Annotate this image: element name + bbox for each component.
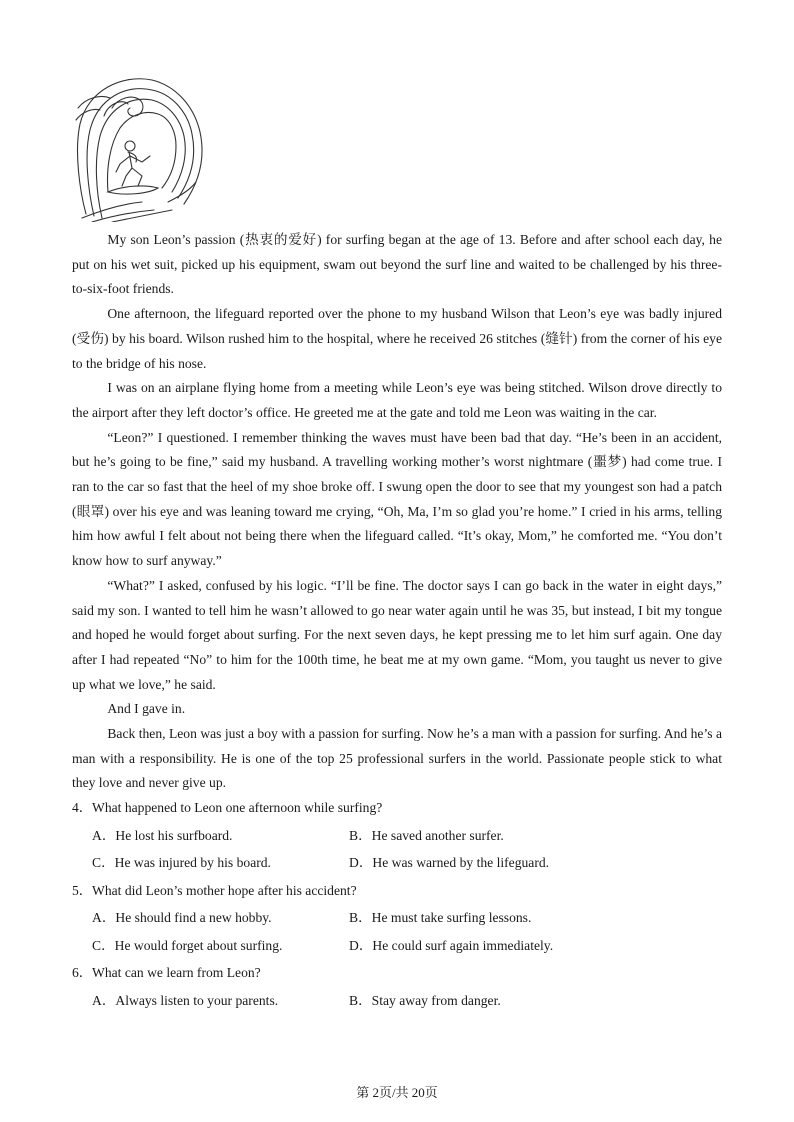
option-d[interactable]: D．He was warned by the lifeguard. bbox=[349, 855, 550, 870]
passage-paragraph-7: Back then, Leon was just a boy with a passion for surfing. Now he’s a man with a passion for surfing. And he’s a man with a responsibility. He is one of the top 25 professional surfers in the world. Passionate people stick to what they love and never give up. bbox=[72, 726, 722, 791]
option-c[interactable]: C．He was injured by his board. bbox=[92, 855, 271, 870]
option-a[interactable]: A．He lost his surfboard. bbox=[92, 827, 233, 843]
option-row bbox=[72, 904, 722, 932]
passage-paragraph-1: My son Leon’s passion (热衷的爱好) for surfing began at the age of 13. Before and after school each day, he put on his wet suit, picked up his equipment, swam out beyond the surf line and waited to be challenged by his three-to-six-foot friends. bbox=[72, 232, 722, 297]
passage-paragraph-3: I was on an airplane flying home from a meeting while Leon’s eye was being stitched. Wilson drove directly to the airport after they left doctor’s office. He greeted me at the gate and told me Leon was waiting in the car. bbox=[72, 380, 722, 420]
question-stem: What did Leon’s mother hope after his accident? bbox=[92, 882, 357, 898]
page-number: 第 2页/共 20页 bbox=[356, 1085, 438, 1100]
option-a[interactable]: A．Always listen to your parents. bbox=[92, 992, 279, 1008]
passage-paragraph-5: “What?” I asked, confused by his logic. “I’ll be fine. The doctor says I can go back in the water in eight days,” said my son. I wanted to tell him he wasn’t allowed to go near water again until he was 35, but instead, I bit my tongue and hoped he would forget about surfing. For the next seven days, he kept pressing me to let him surf again. One day after I had repeated “No” to him for the 100th time, he beat me at my own game. “Mom, you taught us never to give up what we love,” he said. bbox=[72, 577, 722, 692]
passage-paragraph-4: “Leon?” I questioned. I remember thinking the waves must have been bad that day. “He’s been in an accident, but he’s going to be fine,” said my husband. A travelling working mother’s worst nightmare (噩梦) had come true. I ran to the car so fast that the heel of my shoe broke off. I swung open the door to see that my youngest son had a patch (眼罩) over his eye and was leaning toward me crying, “Oh, Ma, I’m so glad you’re home.” I cried in his arms, telling him how awful I felt about not being there when the lifeguard called. “It’s okay, Mom,” he comforted me. “You don’t know how to surf anyway.” bbox=[72, 429, 722, 569]
question-stem: What can we learn from Leon? bbox=[92, 965, 261, 980]
option-a[interactable]: A．He should find a new hobby. bbox=[92, 910, 272, 925]
option-b[interactable]: B．Stay away from danger. bbox=[349, 992, 501, 1008]
question-number: 4． bbox=[72, 800, 93, 815]
option-c[interactable]: C．He would forget about surfing. bbox=[92, 937, 283, 953]
question-5 bbox=[72, 877, 722, 905]
question-number: 5． bbox=[72, 882, 93, 898]
passage-paragraph-6: And I gave in. bbox=[107, 701, 186, 717]
option-row bbox=[72, 822, 722, 850]
option-b[interactable]: B．He must take surfing lessons. bbox=[349, 910, 532, 925]
surfer-illustration bbox=[72, 72, 210, 222]
question-4 bbox=[72, 794, 722, 822]
option-row bbox=[72, 932, 722, 960]
option-row bbox=[72, 849, 722, 877]
option-d[interactable]: D．He could surf again immediately. bbox=[349, 937, 554, 953]
question-stem: What happened to Leon one afternoon while surfing? bbox=[92, 800, 383, 815]
question-list bbox=[72, 794, 722, 1014]
reading-passage bbox=[72, 228, 722, 796]
option-b[interactable]: B．He saved another surfer. bbox=[349, 827, 504, 843]
passage-paragraph-2: One afternoon, the lifeguard reported over the phone to my husband Wilson that Leon’s eye was badly injured (受伤) by his board. Wilson rushed him to the hospital, where he received 26 stitches (缝针) from the corner of his eye to the bridge of his nose. bbox=[72, 306, 722, 371]
question-number: 6． bbox=[72, 965, 93, 980]
question-6 bbox=[72, 959, 722, 987]
option-row bbox=[72, 987, 722, 1015]
